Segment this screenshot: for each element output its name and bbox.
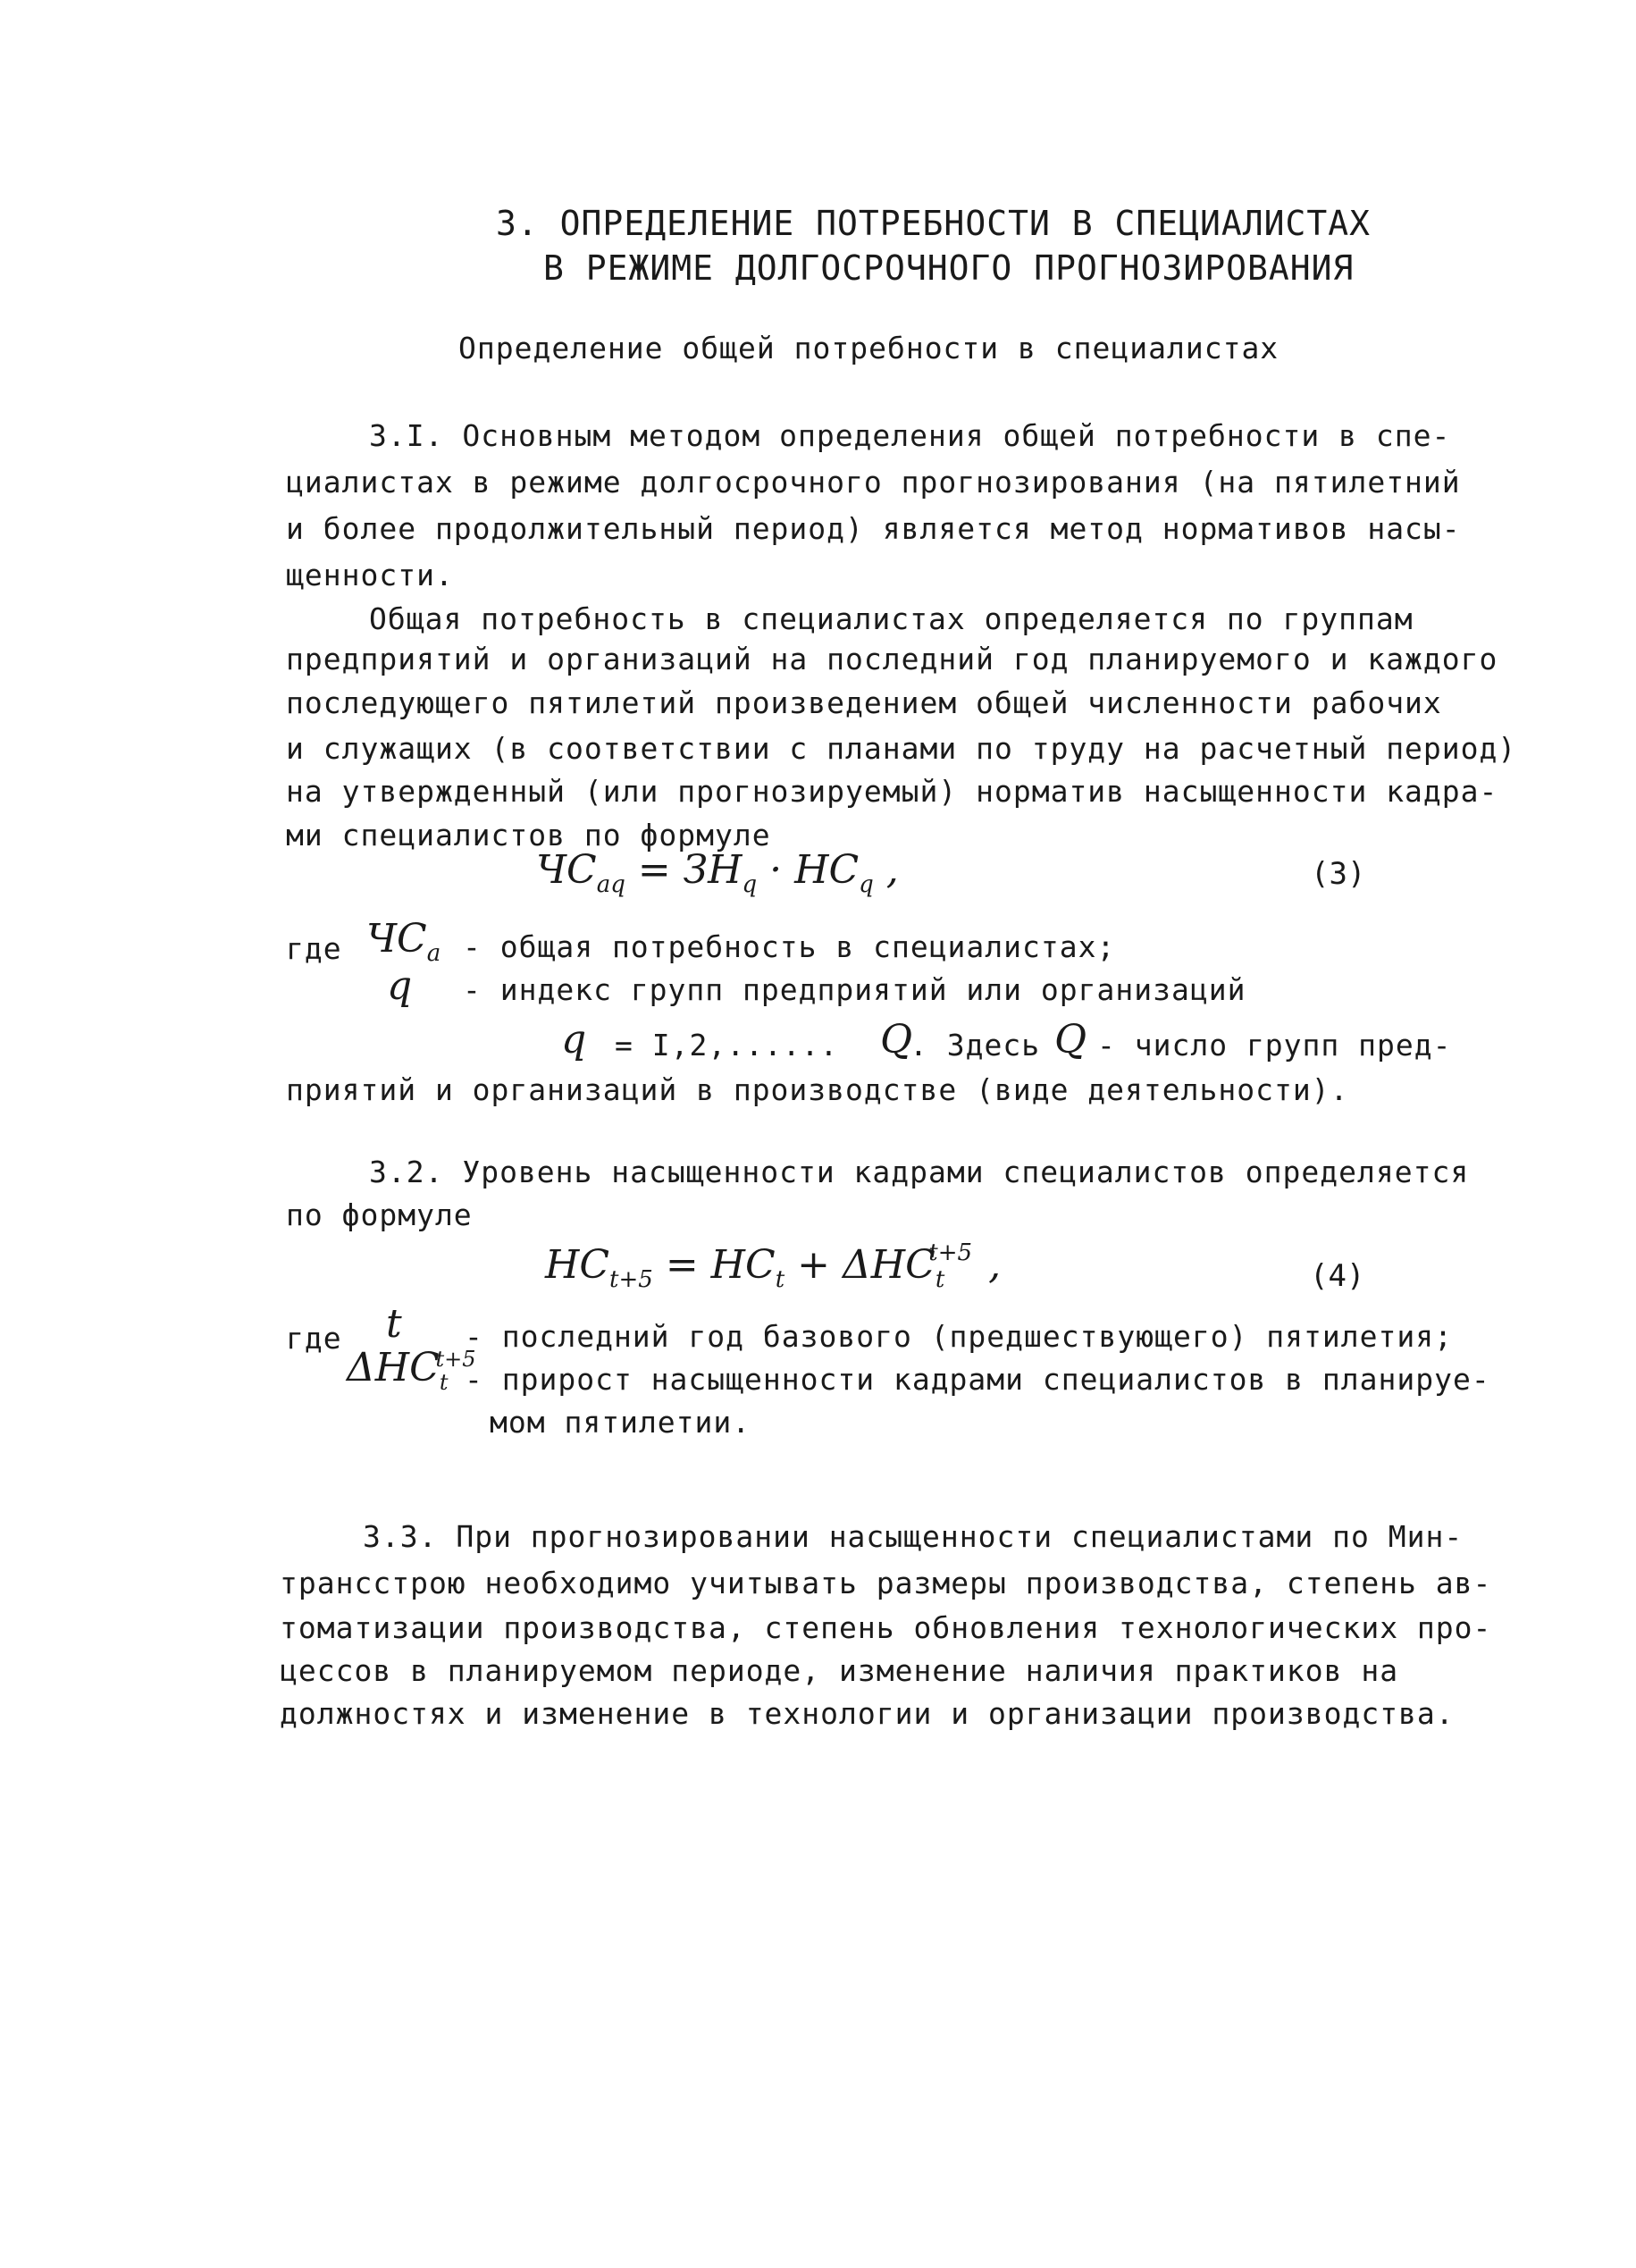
p31-line2: циалистах в режиме долгосрочного прогнозирования (на пятилетний	[286, 465, 1461, 500]
def-group-index: - индекс групп предприятий или организаций	[463, 972, 1246, 1007]
index-range: = I,2,......	[615, 1028, 839, 1063]
p33-line3: томатизации производства, степень обновления технологических про-	[280, 1610, 1492, 1645]
p31b-line1: Общая потребность в специалистах определяется по группам	[369, 601, 1414, 636]
p31-line4: щенности.	[286, 558, 454, 592]
p31b-line6: ми специалистов по формуле	[286, 818, 771, 853]
symbol-Q-upper-2: Q	[1054, 1017, 1087, 1063]
symbol-q-small: q	[561, 1017, 587, 1063]
p33-line4: цессов в планируемом периоде, изменение наличия практиков на	[280, 1653, 1399, 1688]
symbol-chc-a: $ЧC_a$	[366, 916, 441, 967]
p31-line1: 3.I. Основным методом определения общей потребности в спе-	[369, 418, 1451, 453]
here-label: . Здесь	[910, 1028, 1041, 1063]
p31b-line4: и служащих (в соответствии с планами по труду на расчетный период)	[286, 731, 1517, 766]
symbol-delta-hc: $\Delta HC_t^{t+5}$	[347, 1345, 476, 1395]
p31b-line2: предприятий и организаций на последний год планируемого и каждого	[286, 642, 1498, 676]
p31b-line3: последующего пятилетий произведением общей численности рабочих	[286, 685, 1442, 720]
def-saturation-growth: - прирост насыщенности кадрами специалистов в планируе-	[465, 1362, 1490, 1397]
p33-line1: 3.3. При прогнозировании насыщенности специалистами по Мин-	[363, 1519, 1464, 1554]
p31b-line5: на утвержденный (или прогнозируемый) норматив насыщенности кадра-	[286, 774, 1498, 809]
equation-number-3: (3)	[1311, 856, 1366, 892]
groups-count-def-cont: приятий и организаций в производстве (виде деятельности).	[286, 1072, 1349, 1107]
def-general-need: - общая потребность в специалистах;	[463, 929, 1116, 964]
p33-line2: трансстрою необходимо учитывать размеры производства, степень ав-	[280, 1566, 1492, 1600]
p32-line2: по формуле	[286, 1197, 473, 1232]
equation-number-4: (4)	[1310, 1258, 1365, 1294]
symbol-q-index: q	[387, 963, 413, 1009]
formula-3: $ЧC_{aq} = ЗH_q \cdot HC_q$ ,	[536, 847, 899, 898]
formula-4: $HC_{t+5} = HC_t + \Delta HC_t^{t+5}$ ,	[545, 1239, 1002, 1293]
where-label-2: где	[286, 1321, 342, 1356]
p33-line5: должностях и изменение в технологии и организации производства.	[280, 1696, 1455, 1731]
def-last-base-year: - последний год базового (предшествующего) пятилетия;	[465, 1319, 1453, 1354]
def-saturation-growth-cont: мом пятилетии.	[490, 1405, 751, 1440]
where-label-1: где	[286, 931, 342, 966]
symbol-t: t	[386, 1301, 402, 1347]
p31-line3: и более продолжительный период) является метод нормативов насы-	[286, 511, 1461, 546]
p32-line1: 3.2. Уровень насыщенности кадрами специалистов определяется	[369, 1155, 1470, 1189]
symbol-Q-upper: Q	[880, 1017, 913, 1063]
groups-count-def: - число групп пред-	[1097, 1028, 1452, 1063]
subsection-heading: Определение общей потребности в специалистах	[458, 331, 1279, 365]
section-title-line2: В РЕЖИМЕ ДОЛГОСРОЧНОГО ПРОГНОЗИРОВАНИЯ	[543, 248, 1355, 288]
section-title-line1: 3. ОПРЕДЕЛЕНИЕ ПОТРЕБНОСТИ В СПЕЦИАЛИСТАХ	[496, 204, 1371, 243]
